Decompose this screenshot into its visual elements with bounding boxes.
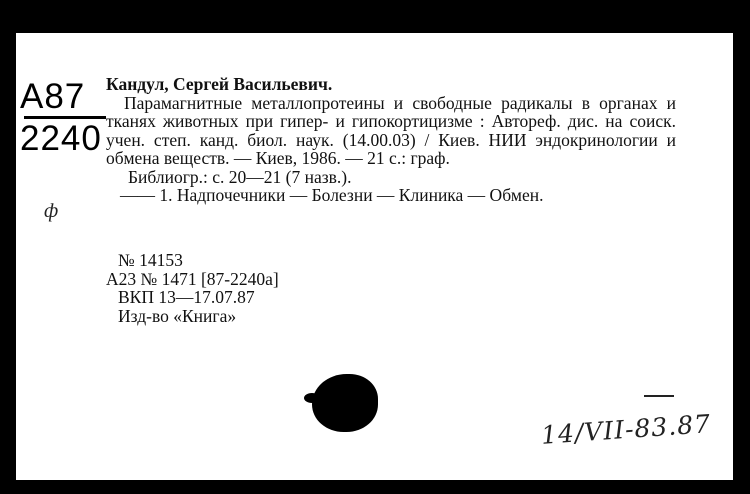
subject-headings: —— 1. Надпочечники — Болезни — Клиника — Обмен. [120, 185, 544, 205]
call-number-line1: А87 [20, 77, 86, 116]
a23-code: А23 № 1471 [87-2240а] [106, 268, 279, 289]
handwritten-date: 14/VII-83.87 [540, 409, 712, 450]
record-description: Парамагнитные металлопротеины и свободные радикалы в органах и тканях животных при гипер- и гипокортицизме : Автореф. дис. на соиск. учен. степ. канд. биол. наук. (14.00.03) / Киев. НИИ эндокринологии и обмена веществ. — Киев, 1986. — 21 с.: граф. [106, 92, 676, 168]
call-number-line2: 2240 [20, 119, 102, 158]
publisher-line: Изд-во «Книга» [118, 305, 237, 326]
margin-mark: ф [44, 200, 59, 222]
author-heading: Кандул, Сергей Васильевич. [106, 74, 333, 94]
date-stroke [644, 395, 674, 397]
catalog-card [16, 33, 733, 480]
vkp-code: ВКП 13—17.07.87 [118, 287, 255, 307]
ink-blot [312, 374, 378, 432]
bibliography-note: Библиогр.: с. 20—21 (7 назв.). [128, 166, 352, 187]
call-number [20, 79, 106, 157]
record-number: № 14153 [118, 250, 183, 270]
registration-codes [106, 251, 279, 325]
record-text [106, 75, 676, 205]
